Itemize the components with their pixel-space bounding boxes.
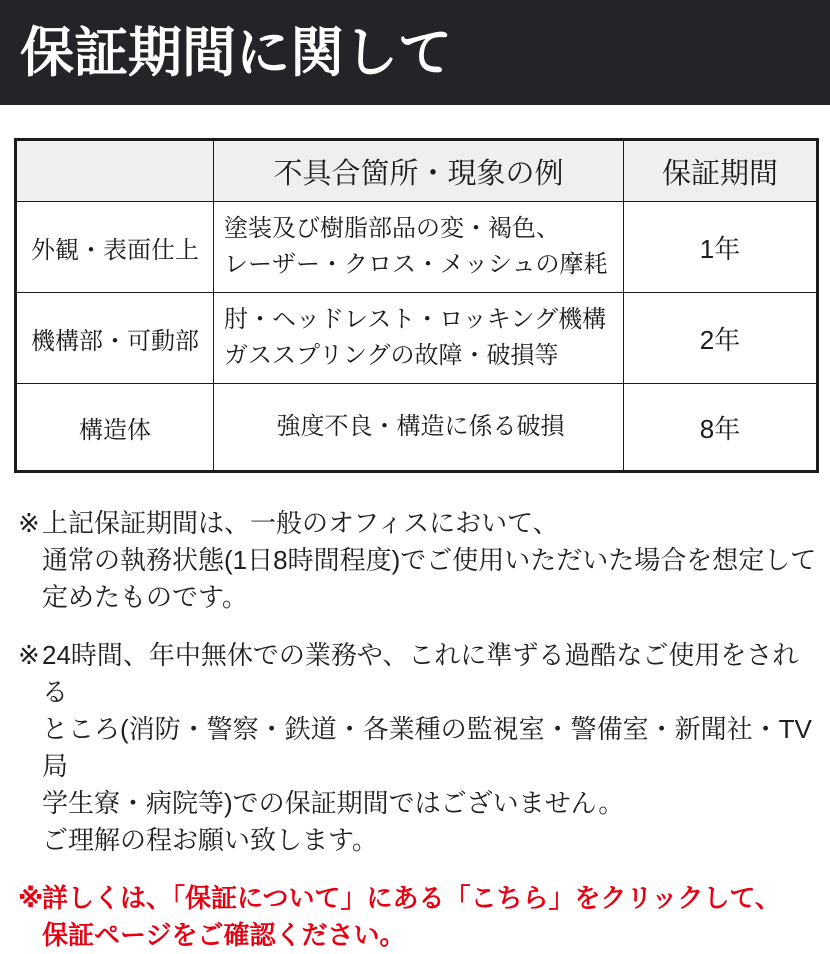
note-warranty-link [18,880,822,954]
note-text [42,880,822,954]
row-examples [214,202,624,293]
table-row [16,293,818,384]
header-cell-examples: 不具合箇所・現象の例 [214,140,624,202]
example-line: レーザー・クロス・メッシュの摩耗 [224,251,608,278]
footnotes [18,505,822,954]
row-period: 2年 [624,293,818,384]
note-line: 詳しくは、「保証について」にある「こちら」をクリックして、 [42,883,781,913]
row-category: 構造体 [16,384,214,472]
note-usage-assumption [18,505,822,616]
note-line: 24時間、年中無休での業務や、これに準ずる過酷なご使用をされる [42,640,799,707]
warranty-table [14,138,819,473]
row-period: 1年 [624,202,818,293]
example-line: 強度不良・構造に係る破損 [276,413,565,440]
note-line: 学生寮・病院等)での保証期間ではございません。 [42,788,625,818]
note-line: 上記保証期間は、一般のオフィスにおいて、 [42,508,559,538]
note-heavy-use-exclusion [18,637,822,859]
table-row [16,384,818,472]
asterisk-marker: ※ [18,640,40,670]
table-row [16,202,818,293]
table-header-row [16,140,818,202]
title-banner [0,0,830,105]
page-title: 保証期間に関して [20,22,452,83]
asterisk-marker: ※ [18,508,40,538]
row-period: 8年 [624,384,818,472]
row-examples [214,293,624,384]
row-category: 外観・表面仕上 [16,202,214,293]
note-line: 定めたものです。 [42,582,248,612]
note-text [42,637,822,859]
example-line: 塗装及び樹脂部品の変・褐色、 [224,215,560,242]
example-line: ガススプリングの故障・破損等 [224,342,559,369]
header-cell-period: 保証期間 [624,140,818,202]
row-examples [214,384,624,472]
note-line: 保証ページをご確認ください。 [42,920,406,950]
example-line: 肘・ヘッドレスト・ロッキング機構 [224,306,607,333]
row-category: 機構部・可動部 [16,293,214,384]
asterisk-marker: ※ [18,883,44,913]
note-line: ご理解の程お願い致します。 [42,825,378,855]
note-line: 通常の執務状態(1日8時間程度)でご使用いただいた場合を想定して [42,545,817,575]
header-cell-empty [16,140,214,202]
note-line: ところ(消防・警察・鉄道・各業種の監視室・警備室・新聞社・TV局 [42,714,812,781]
note-text [42,505,822,616]
